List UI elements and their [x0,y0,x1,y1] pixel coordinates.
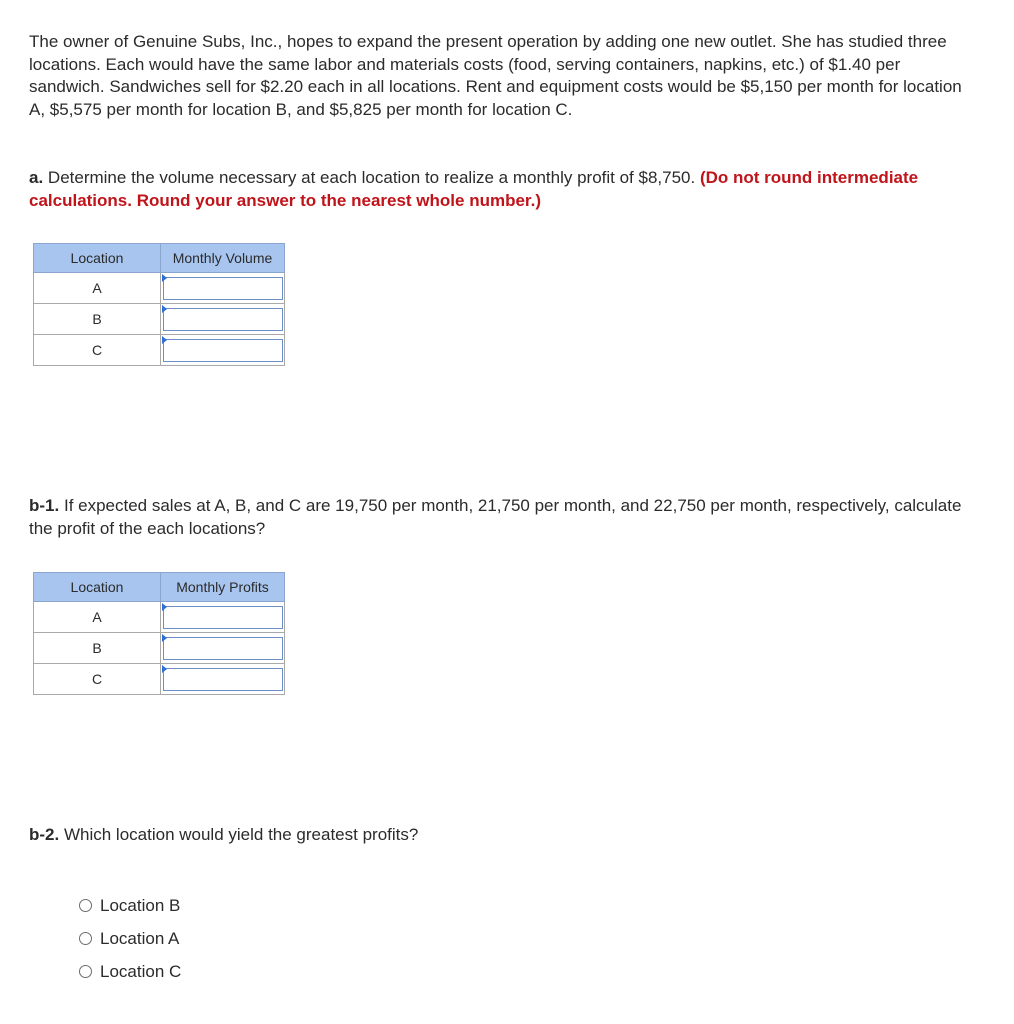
option-location-b[interactable] [79,889,181,922]
option-label: Location C [100,961,182,981]
location-cell: B [34,633,161,664]
table-row [34,664,285,695]
location-cell: C [34,335,161,366]
volume-input-b[interactable] [163,308,283,331]
question-b1-text: If expected sales at A, B, and C are 19,750 per month, 21,750 per month, and 22,750 per month, respectively, calculate the profit of the each locations? [29,496,962,538]
profit-input-c[interactable] [163,668,283,691]
table-row [34,633,285,664]
header-location: Location [34,573,161,602]
table-row [34,273,285,304]
problem-statement: The owner of Genuine Subs, Inc., hopes to expand the present operation by adding one new outlet. She has studied three locations. Each would have the same labor and materials costs (food, serving containers, napkins, etc.) of $1.40 per sandwich. Sandwiches sell for $2.20 each in all locations. Rent and equipment costs would be $5,150 per month for location A, $5,575 per month for location B, and $5,825 per month for location C. [29,32,962,119]
option-label: Location B [100,895,181,915]
header-monthly-volume: Monthly Volume [161,244,285,273]
header-location: Location [34,244,161,273]
table-row [34,335,285,366]
volume-input-a[interactable] [163,277,283,300]
header-monthly-profits: Monthly Profits [161,573,285,602]
question-a-text: Determine the volume necessary at each location to realize a monthly profit of $8,750. [47,168,696,187]
option-label: Location A [100,928,180,948]
question-b1 [29,495,979,540]
cell-marker-icon [162,665,167,673]
cell-marker-icon [162,305,167,313]
location-options [79,889,181,988]
profit-input-a[interactable] [163,606,283,629]
question-b2 [29,824,979,847]
question-a [29,167,979,212]
question-b1-number: b-1. [29,496,60,515]
table-row [34,602,285,633]
radio-icon[interactable] [79,899,92,912]
option-location-a[interactable] [79,922,181,955]
cell-marker-icon [162,336,167,344]
table-row [34,304,285,335]
cell-marker-icon [162,634,167,642]
monthly-profits-table [33,572,285,695]
question-a-number: a. [29,168,44,187]
cell-marker-icon [162,274,167,282]
location-cell: B [34,304,161,335]
cell-marker-icon [162,603,167,611]
monthly-volume-table [33,243,285,366]
volume-input-c[interactable] [163,339,283,362]
question-a-instruction: (Do not round intermediate calculations. Round your answer to the nearest whole number.) [29,168,919,210]
question-b2-number: b-2. [29,825,60,844]
option-location-c[interactable] [79,955,181,988]
question-b2-text: Which location would yield the greatest profits? [63,825,419,844]
location-cell: A [34,273,161,304]
radio-icon[interactable] [79,932,92,945]
profit-input-b[interactable] [163,637,283,660]
radio-icon[interactable] [79,965,92,978]
location-cell: A [34,602,161,633]
location-cell: C [34,664,161,695]
